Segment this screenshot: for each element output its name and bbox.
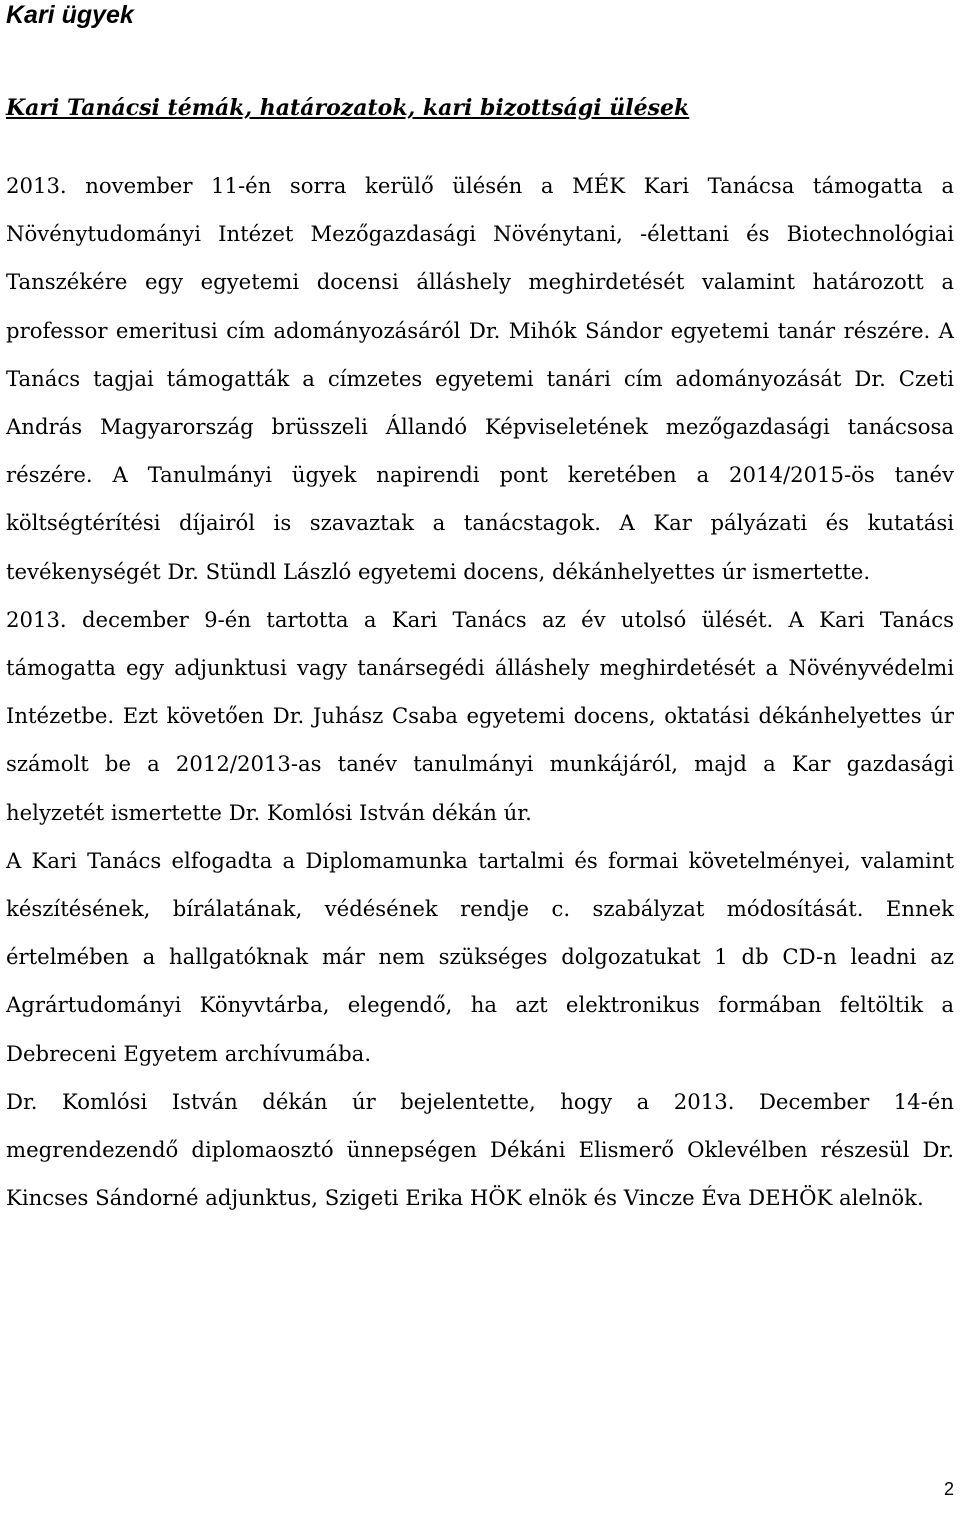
document-page: [6, 0, 954, 1222]
section-subheading: Kari Tanácsi témák, határozatok, kari bizottsági ülések: [6, 95, 690, 121]
paragraph-thesis-rules: A Kari Tanács elfogadta a Diplomamunka tartalmi és formai követelményei, valamint készítésének, bírálatának, védésének rendje c. szabályzat módosítását. Ennek értelmében a hallgatóknak már nem szükséges dolgozatukat 1 db CD-n leadni az Agrártudományi Könyvtárba, elegendő, ha azt elektronikus formában feltöltik a Debreceni Egyetem archívumába.: [6, 847, 954, 1066]
paragraph-december-meeting: 2013. december 9-én tartotta a Kari Tanács az év utolsó ülését. A Kari Tanács támogatta egy adjunktusi vagy tanársegédi álláshely meghirdetését a Növényvédelmi Intézetbe. Ezt követően Dr. Juhász Csaba egyetemi docens, oktatási dékánhelyettes úr számolt be a 2012/2013-as tanév tanulmányi munkájáról, majd a Kar gazdasági helyzetét ismertette Dr. Komlósi István dékán úr.: [6, 606, 954, 825]
section-heading: Kari ügyek: [6, 1, 134, 29]
paragraph-dean-announcement: Dr. Komlósi István dékán úr bejelentette, hogy a 2013. December 14-én megrendezendő diplomaosztó ünnepségen Dékáni Elismerő Oklevélben részesül Dr. Kincses Sándorné adjunktus, Szigeti Erika HÖK elnök és Vincze Éva DEHÖK alelnök.: [6, 1088, 954, 1211]
paragraph-november-meeting: 2013. november 11-én sorra kerülő ülésén a MÉK Kari Tanácsa támogatta a Növénytudományi Intézet Mezőgazdasági Növénytani, -élettani és Biotechnológiai Tanszékére egy egyetemi docensi álláshely meghirdetését valamint határozott a professor emeritusi cím adományozásáról Dr. Mihók Sándor egyetemi tanár részére. A Tanács tagjai támogatták a címzetes egyetemi tanári cím adományozását Dr. Czeti András Magyarország brüsszeli Állandó Képviseletének mezőgazdasági tanácsosa részére. A Tanulmányi ügyek napirendi pont keretében a 2014/2015-ös tanév költségtérítési díjairól is szavaztak a tanácstagok. A Kar pályázati és kutatási tevékenységét Dr. Stündl László egyetemi docens, dékánhelyettes úr ismertette.: [6, 173, 954, 584]
page-number: 2: [943, 1479, 954, 1499]
